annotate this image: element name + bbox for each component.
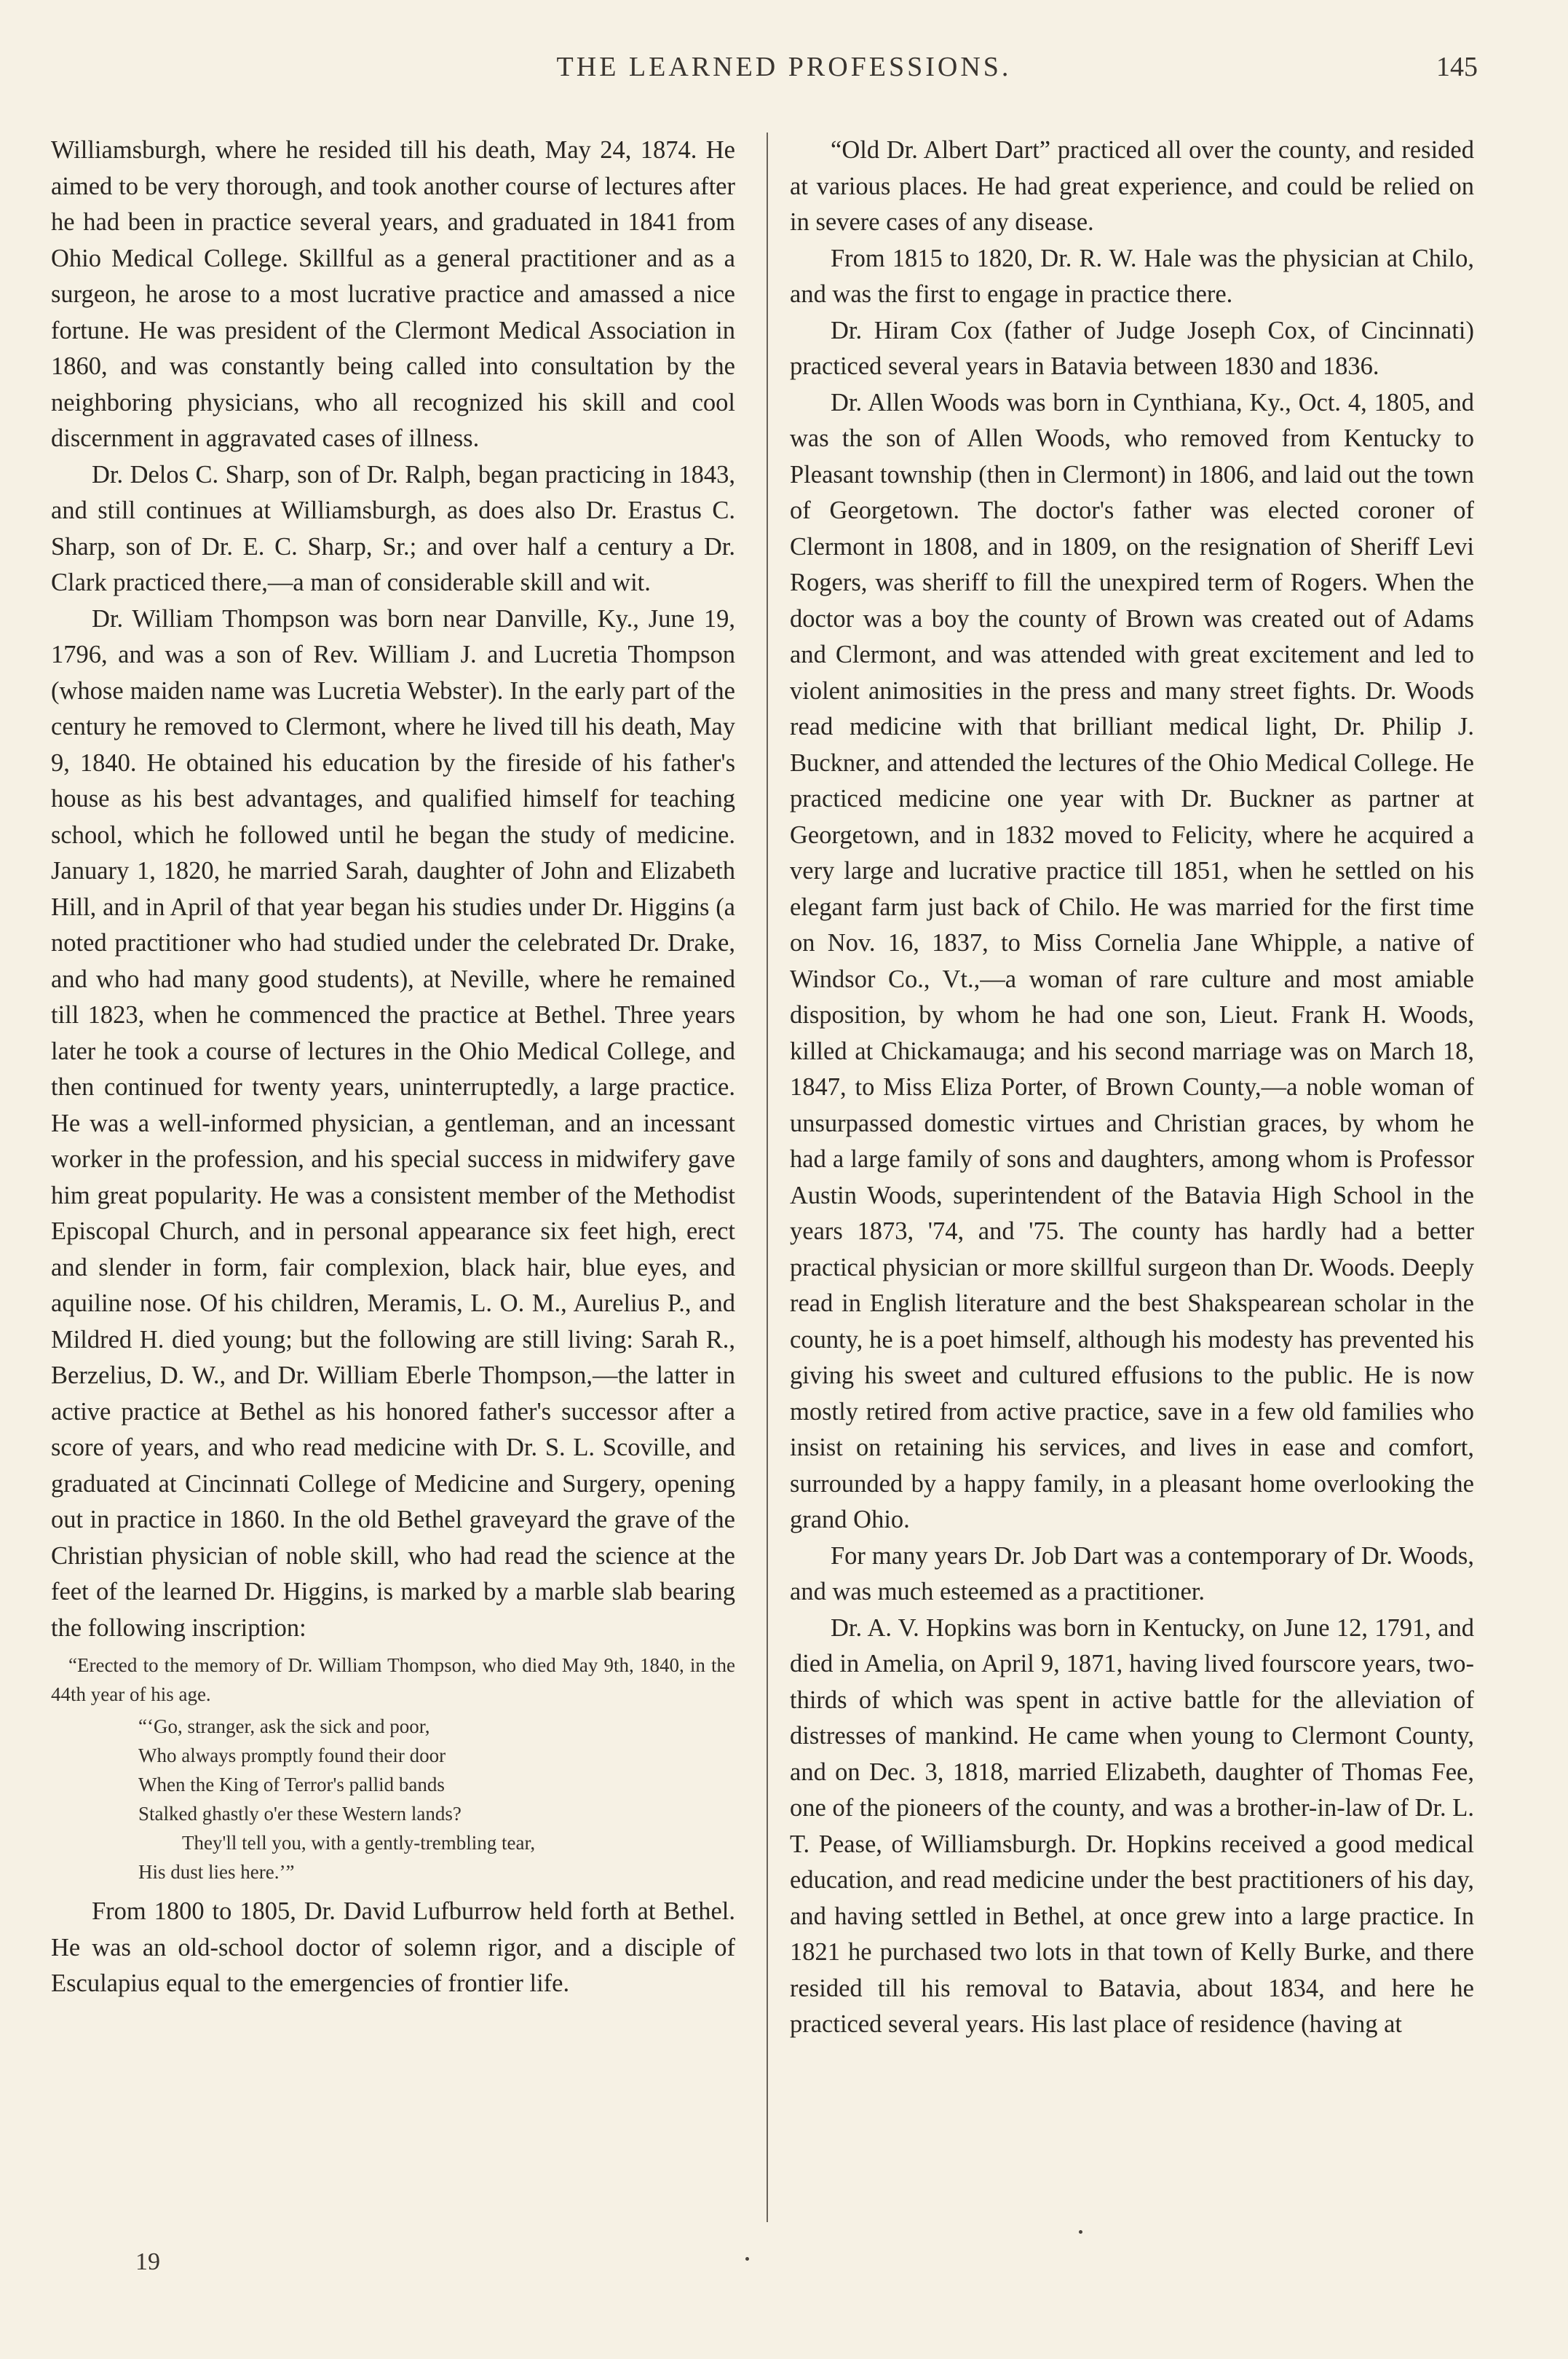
- poem-line: Who always promptly found their door: [138, 1744, 446, 1766]
- epitaph-poem: [138, 1712, 735, 1886]
- right-column: [790, 133, 1474, 2043]
- page-header: [0, 51, 1568, 95]
- page-number: 145: [1436, 52, 1478, 82]
- poem-line: His dust lies here.’”: [138, 1861, 295, 1883]
- paragraph: Dr. A. V. Hopkins was born in Kentucky, on June 12, 1791, and died in Amelia, on April 9, 1871, having lived fourscore years, two-thirds of which was spent in active battle for the alleviation of distresses of mankind. He came when young to Clermont County, and on Dec. 3, 1818, married Elizabeth, daughter of Thomas Fee, one of the pioneers of the county, and was a brother-in-law of Dr. L. T. Pease, of Williamsburgh. Dr. Hopkins received a good medical education, and read medicine under the best practitioners of his day, and having settled in Bethel, at once grew into a large practice. In 1821 he purchased two lots in that town of Kelly Burke, and there resided till his removal to Batavia, about 1834, and here he practiced several years. His last place of residence (having at: [790, 1613, 1474, 2038]
- poem-line: “‘Go, stranger, ask the sick and poor,: [138, 1715, 430, 1737]
- running-title: THE LEARNED PROFESSIONS.: [556, 52, 1012, 82]
- paragraph: Dr. Delos C. Sharp, son of Dr. Ralph, began practicing in 1843, and still continues at Williamsburgh, as does also Dr. Erastus C. Sharp, son of Dr. E. C. Sharp, Sr.; and over half a century a Dr. Clark practiced there,—a man of considerable skill and wit.: [51, 460, 735, 596]
- poem-line: They'll tell you, with a gently-trembling tear,: [182, 1832, 536, 1854]
- paragraph: Dr. Allen Woods was born in Cynthiana, Ky., Oct. 4, 1805, and was the son of Allen Woods, who removed from Kentucky to Pleasant township (then in Clermont) in 1806, and laid out the town of Georgetown. The doctor's father was elected coroner of Clermont in 1808, and in 1809, on the resignation of Sheriff Levi Rogers, was sheriff to fill the unexpired term of Rogers. When the doctor was a boy the county of Brown was created out of Adams and Clermont, and was attended with great excitement and led to violent animosities in the press and many street fights. Dr. Woods read medicine with that brilliant medical light, Dr. Philip J. Buckner, and attended the lectures of the Ohio Medical College. He practiced medicine one year with Dr. Buckner as partner at Georgetown, and in 1832 moved to Felicity, where he acquired a very large and lucrative practice till 1851, when he settled on his elegant farm just back of Chilo. He was married for the first time on Nov. 16, 1837, to Miss Cornelia Jane Whipple, a native of Windsor Co., Vt.,—a woman of rare culture and most amiable disposition, by whom he had one son, Lieut. Frank H. Woods, killed at Chickamauga; and his second marriage was on March 18, 1847, to Miss Eliza Porter, of Brown County,—a noble woman of unsurpassed domestic virtues and Christian graces, by whom he had a large family of sons and daughters, among whom is Professor Austin Woods, superintendent of the Batavia High School in the years 1873, '74, and '75. The county has hardly had a better practical physician or more skillful surgeon than Dr. Woods. Deeply read in English literature and the best Shakspearean scholar in the county, he is a poet himself, although his modesty has prevented his giving his sweet and cultured effusions to the public. He is now mostly retired from active practice, save in a few old families who insist on retaining his services, and lives in ease and comfort, surrounded by a happy family, in a pleasant home overlooking the grand Ohio.: [790, 388, 1474, 1533]
- ink-speck: [1079, 2230, 1082, 2234]
- paragraph: For many years Dr. Job Dart was a contemporary of Dr. Woods, and was much esteemed as a practitioner.: [790, 1541, 1474, 1605]
- paragraph: Williamsburgh, where he resided till his death, May 24, 1874. He aimed to be very thorough, and took another course of lectures after he had been in practice several years, and graduated in 1841 from Ohio Medical College. Skillful as a general practitioner and as a surgeon, he arose to a most lucrative practice and amassed a nice fortune. He was president of the Clermont Medical Association in 1860, and was constantly being called into consultation by the neighboring physicians, who all recognized his skill and cool discernment in aggravated cases of illness.: [51, 136, 735, 452]
- paragraph: From 1815 to 1820, Dr. R. W. Hale was the physician at Chilo, and was the first to engage in practice there.: [790, 244, 1474, 308]
- paragraph: From 1800 to 1805, Dr. David Lufburrow held forth at Bethel. He was an old-school doctor of solemn rigor, and a disciple of Esculapius equal to the emergencies of frontier life.: [51, 1897, 735, 1997]
- inscription-intro: “Erected to the memory of Dr. William Thompson, who died May 9th, 1840, in the 44th year of his age.: [51, 1654, 735, 1705]
- paragraph: Dr. Hiram Cox (father of Judge Joseph Cox, of Cincinnati) practiced several years in Batavia between 1830 and 1836.: [790, 316, 1474, 380]
- signature-mark: 19: [135, 2248, 160, 2275]
- ink-speck: [745, 2257, 749, 2261]
- paragraph: Dr. William Thompson was born near Danville, Ky., June 19, 1796, and was a son of Rev. William J. and Lucretia Thompson (whose maiden name was Lucretia Webster). In the early part of the century he removed to Clermont, where he lived till his death, May 9, 1840. He obtained his education by the fireside of his father's house as his best advantages, and qualified himself for teaching school, which he followed until he began the study of medicine. January 1, 1820, he married Sarah, daughter of John and Elizabeth Hill, and in April of that year began his studies under Dr. Higgins (a noted practitioner who had studied under the celebrated Dr. Drake, and who had many good students), at Neville, where he remained till 1823, when he commenced the practice at Bethel. Three years later he took a course of lectures in the Ohio Medical College, and then continued for twenty years, uninterruptedly, a large practice. He was a well-informed physician, a gentleman, and an incessant worker in the profession, and his special success in midwifery gave him great popularity. He was a consistent member of the Methodist Episcopal Church, and in personal appearance six feet high, erect and slender in form, fair complexion, black hair, blue eyes, and aquiline nose. Of his children, Meramis, L. O. M., Aurelius P., and Mildred H. died young; but the following are still living: Sarah R., Berzelius, D. W., and Dr. William Eberle Thompson,—the latter in active practice at Bethel as his honored father's successor after a score of years, and who read medicine with Dr. S. L. Scoville, and graduated at Cincinnati College of Medicine and Surgery, opening out in practice in 1860. In the old Bethel graveyard the grave of the Christian physician of noble skill, who had read the science at the feet of the learned Dr. Higgins, is marked by a marble slab bearing the following inscription:: [51, 604, 735, 1642]
- paragraph: “Old Dr. Albert Dart” practiced all over the county, and resided at various places. He had great experience, and could be relied on in severe cases of any disease.: [790, 136, 1474, 236]
- left-column: [51, 133, 735, 2002]
- column-divider: [767, 133, 768, 2222]
- poem-line: When the King of Terror's pallid bands: [138, 1774, 445, 1795]
- epitaph-inscription: [51, 1651, 735, 1886]
- poem-line: Stalked ghastly o'er these Western lands?: [138, 1803, 462, 1825]
